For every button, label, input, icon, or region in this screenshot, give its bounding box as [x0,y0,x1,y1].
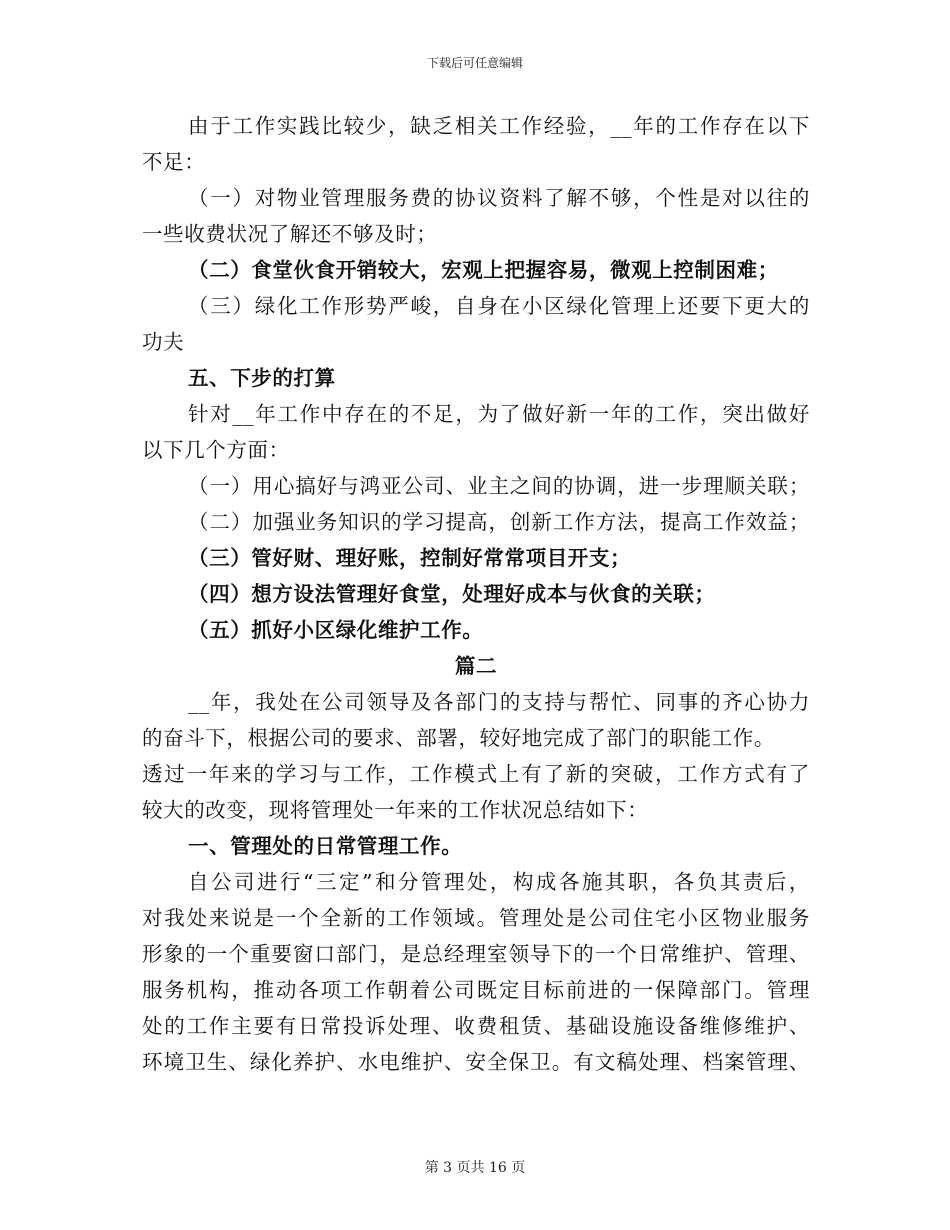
paragraph-line: 形象的一个重要窗口部门，是总经理室领导下的一个日常维护、管理、 [142,942,810,966]
chapter-title: 篇二 [454,654,498,678]
document-body [142,108,810,1080]
section-heading: 一、管理处的日常管理工作。 [188,834,463,858]
paragraph-line: 较大的改变，现将管理处一年来的工作状况总结如下： [142,798,649,822]
list-item-line: （一）对物业管理服务费的协议资料了解不够，个性是对以往的 [188,186,810,210]
paragraph-line: 以下几个方面： [142,438,290,462]
list-item-line-bold: （三）管好财、理好账，控制好常常项目开支； [188,546,632,570]
paragraph-line: 一些收费状况了解还不够及时； [142,222,438,246]
paragraph-line: 由于工作实践比较少，缺乏相关工作经验，__年的工作存在以下 [188,114,810,138]
paragraph-line: 不足： [142,150,206,174]
page-header: 下载后可任意编辑 [426,56,523,70]
paragraph-line: 环境卫生、绿化养护、水电维护、安全保卫。有文稿处理、档案管理、 [142,1050,810,1074]
paragraph-line: 功夫 [142,330,185,354]
paragraph-line: 对我处来说是一个全新的工作领域。管理处是公司住宅小区物业服务 [142,906,810,930]
paragraph-line: __年，我处在公司领导及各部门的支持与帮忙、同事的齐心协力 [188,690,810,714]
paragraph-line: 服务机构，推动各项工作朝着公司既定目标前进的一保障部门。管理 [142,978,810,1002]
list-item-line-bold: （五）抓好小区绿化维护工作。 [188,618,484,642]
paragraph-line: 的奋斗下，根据公司的要求、部署，较好地完成了部门的职能工作。 [142,726,775,750]
list-item-line: （二）加强业务知识的学习提高，创新工作方法，提高工作效益； [188,510,810,534]
list-item-line-bold: （四）想方设法管理好食堂，处理好成本与伙食的关联； [188,582,716,606]
paragraph-line: 透过一年来的学习与工作，工作模式上有了新的突破，工作方式有了 [142,762,810,786]
list-item-line-bold: （二）食堂伙食开销较大，宏观上把握容易，微观上控制困难； [188,258,779,282]
list-item-line: （三）绿化工作形势严峻，自身在小区绿化管理上还要下更大的 [188,294,810,318]
paragraph-line: 针对__年工作中存在的不足，为了做好新一年的工作，突出做好 [188,402,810,426]
paragraph-line: 处的工作主要有日常投诉处理、收费租赁、基础设施设备维修维护、 [142,1014,810,1038]
page-number: 第 3 页共 16 页 [424,1160,526,1176]
section-heading: 五、下步的打算 [188,366,336,390]
list-item-line: （一）用心搞好与鸿亚公司、业主之间的协调，进一步理顺关联； [188,474,810,498]
paragraph-line: 自公司进行“三定”和分管理处，构成各施其职，各负其责后， [188,870,810,894]
